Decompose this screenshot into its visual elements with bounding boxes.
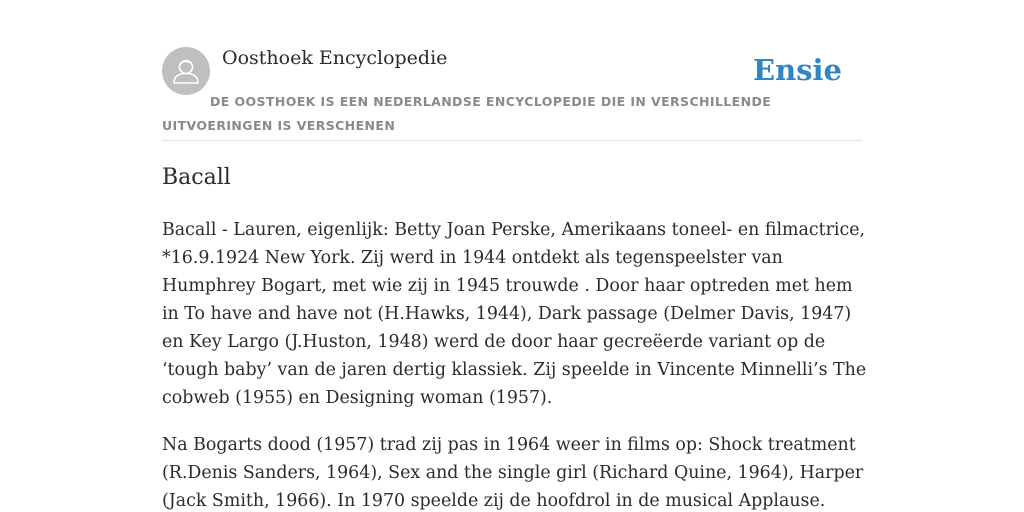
header (162, 46, 862, 141)
brand-logo[interactable]: Ensie (753, 53, 842, 87)
article-paragraph: Bacall - Lauren, eigenlijk: Betty Joan Perske, Amerikaans toneel- en filmactrice, *16.9.1924 New York. Zij werd in 1944 ontdekt als tegenspeelster van Humphrey Bogart, met wie zij in 1945 trouwde . Door haar optreden met hem in To have and have not (H.Hawks, 1944), Dark passage (Delmer Davis, 1947) en Key Largo (J.Huston, 1948) werd de door haar gecreëerde variant op de ‘tough baby’ van de jaren dertig klassiek. Zij speelde in Vincente Minnelli’s The cobweb (1955) en Designing woman (1957). (162, 220, 867, 408)
article-paragraph: Na Bogarts dood (1957) trad zij pas in 1964 weer in films op: Shock treatment (R.Denis Sanders, 1964), Sex and the single girl (Richard Quine, 1964), Harper (Jack Smith, 1966). In 1970 speelde zij de hoofdrol in de musical Applause. (162, 435, 864, 511)
site-name-link[interactable]: Oosthoek Encyclopedie (222, 47, 448, 69)
user-icon (162, 47, 210, 95)
site-tagline: DE OOSTHOEK IS EEN NEDERLANDSE ENCYCLOPEDIE DIE IN VERSCHILLENDE UITVOERINGEN IS VERSCHENEN (162, 94, 772, 133)
article-body (162, 216, 867, 512)
avatar[interactable] (162, 47, 210, 95)
article-title: Bacall (162, 165, 231, 190)
